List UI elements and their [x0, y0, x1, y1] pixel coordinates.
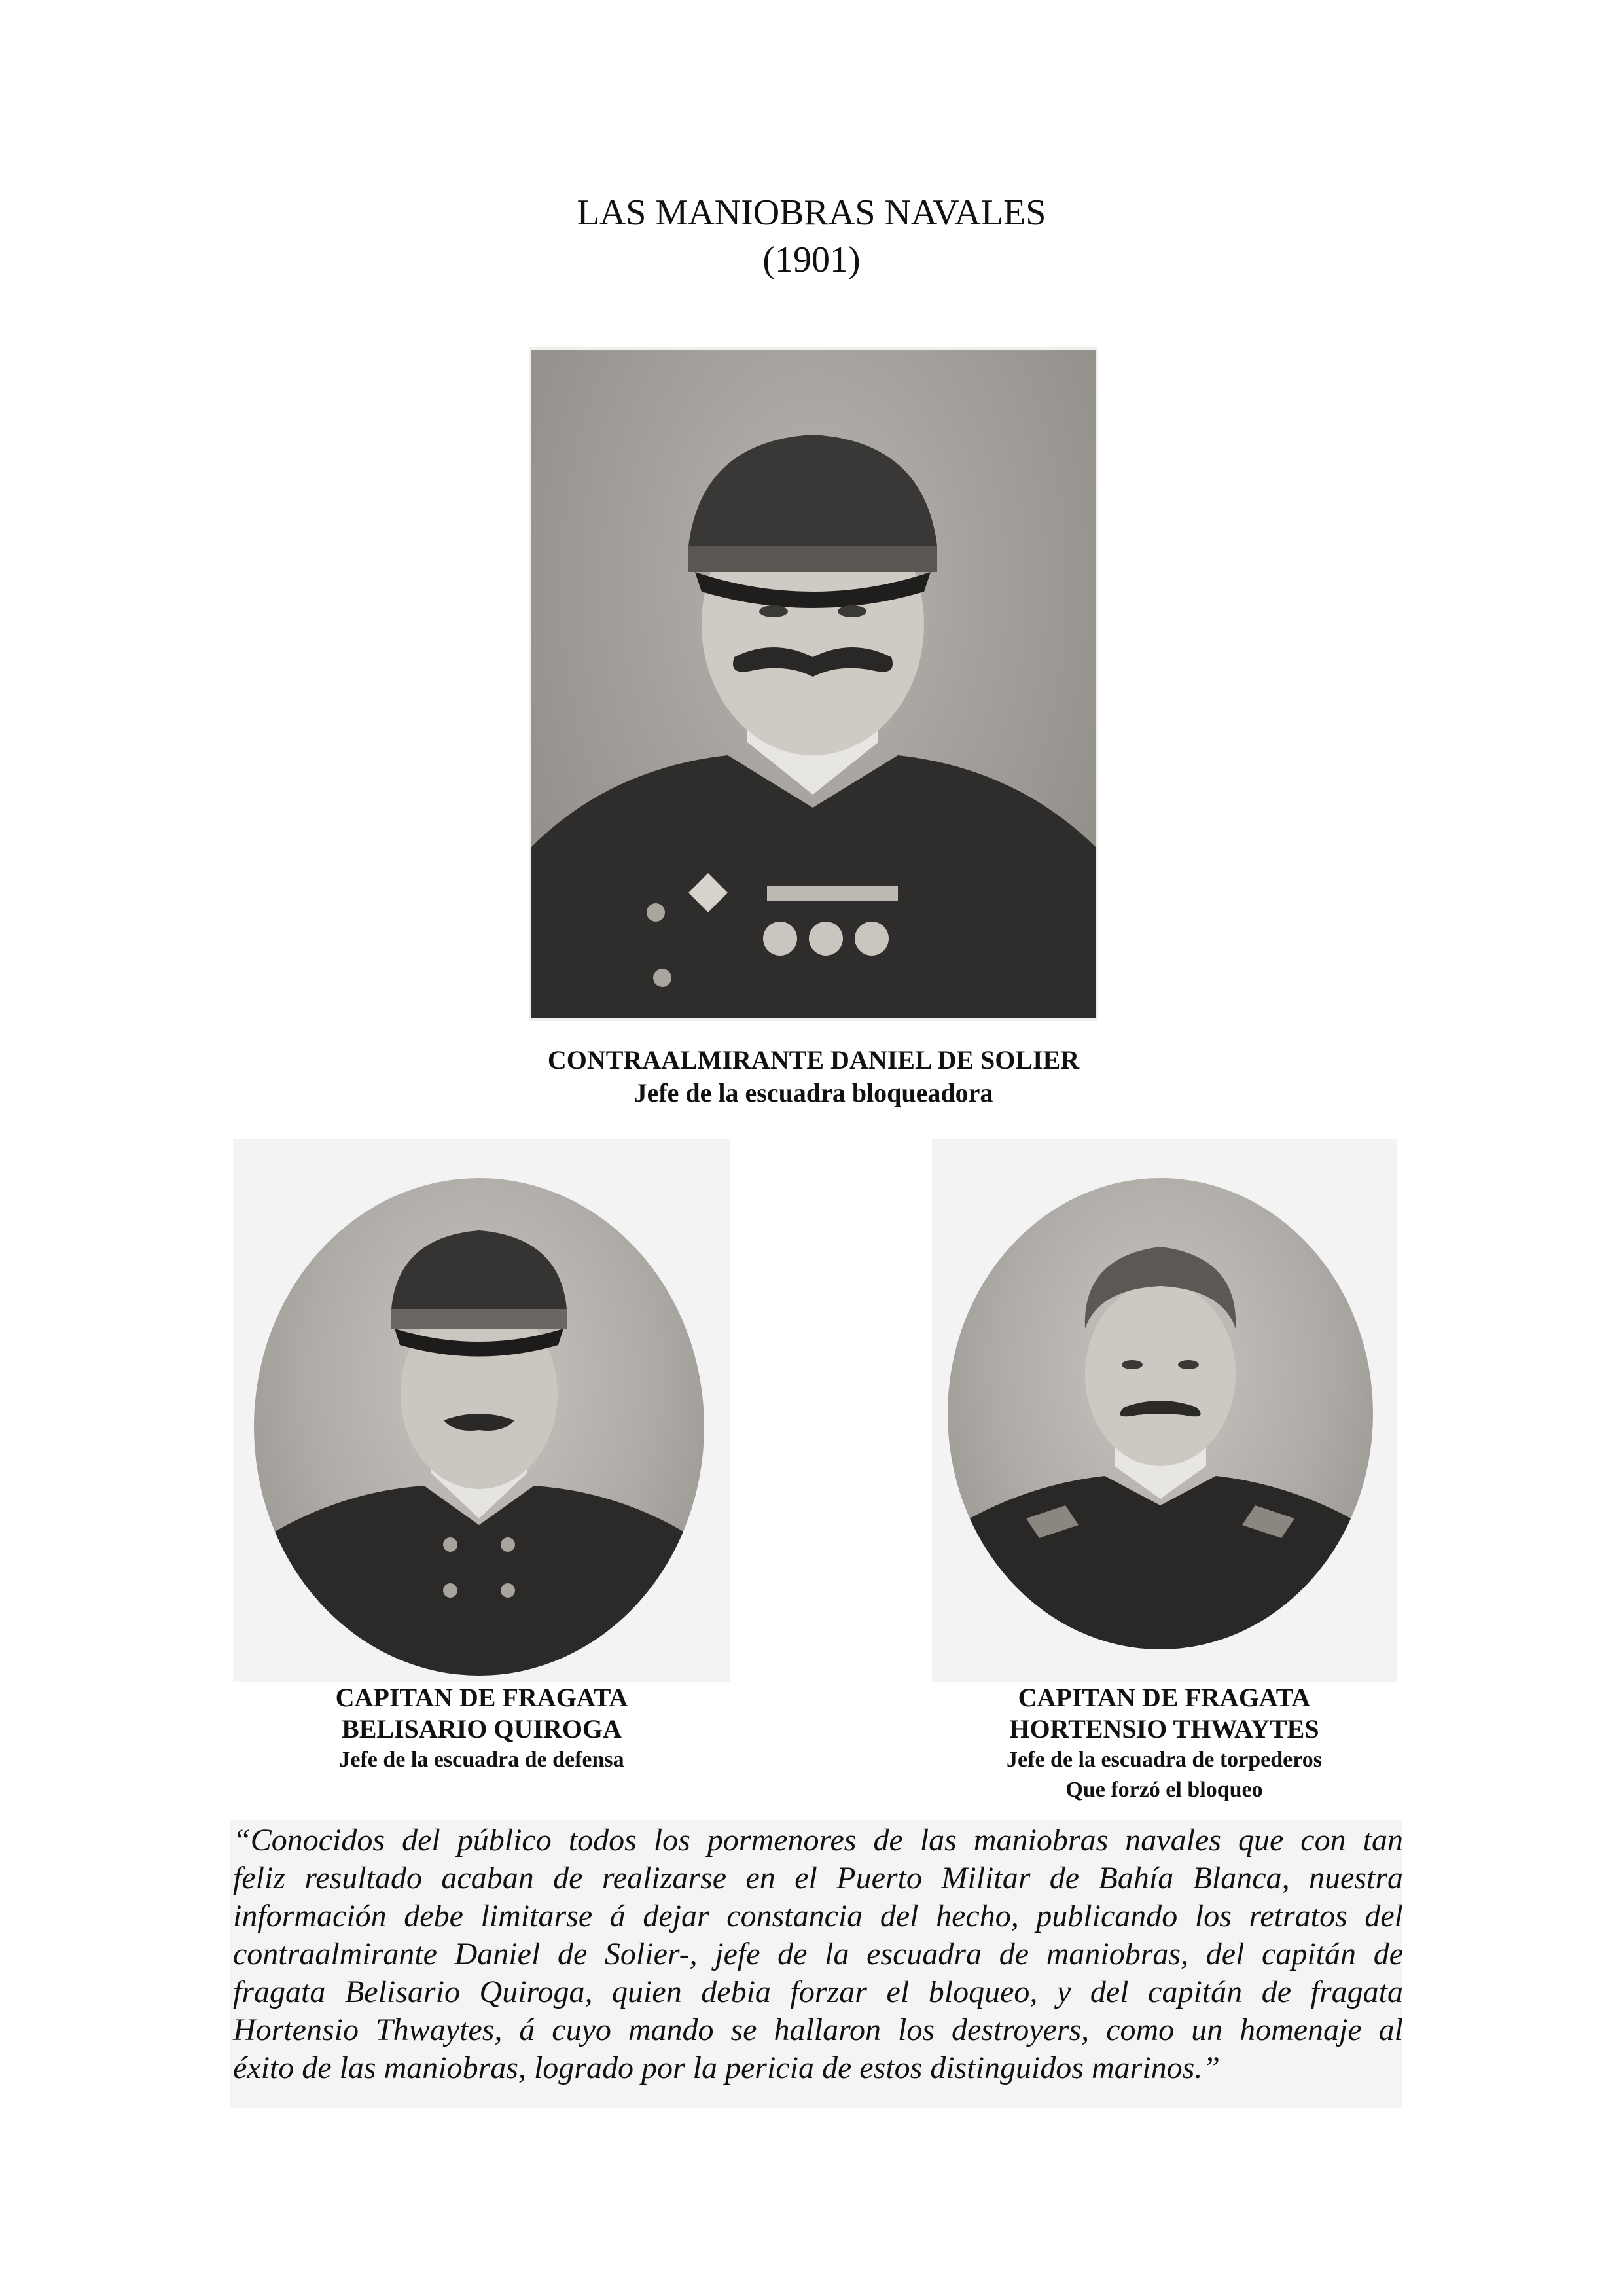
portrait-quiroga-role: Jefe de la escuadra de defensa	[339, 1748, 624, 1772]
portrait-thwaytes-image	[948, 1178, 1373, 1649]
portrait-thwaytes-role: Jefe de la escuadra de torpederos	[1007, 1748, 1322, 1772]
portrait-thwaytes-name: HORTENSIO THWAYTES	[1009, 1714, 1319, 1744]
portrait-solier-name: CONTRAALMIRANTE DANIEL DE SOLIER	[547, 1045, 1080, 1075]
portrait-thwaytes-note: Que forzó el bloqueo	[1065, 1778, 1263, 1802]
page-title: LAS MANIOBRAS NAVALES	[577, 192, 1046, 233]
portrait-photo-solier	[529, 347, 1098, 1021]
portrait-quiroga-image	[254, 1178, 704, 1676]
page-title-year: (1901)	[762, 240, 861, 280]
quote-line: éxito de las maniobras, logrado por la pericia de estos distinguidos marinos.”	[233, 2051, 1221, 2085]
portrait-quiroga-name: BELISARIO QUIROGA	[342, 1714, 622, 1744]
quote-line: información debe limitarse á dejar constancia del hecho, publicando los retratos del	[233, 1899, 1403, 1933]
quote-line: feliz resultado acaban de realizarse en el Puerto Militar de Bahía Blanca, nuestra	[233, 1861, 1403, 1895]
quote-line: contraalmirante Daniel de Solier-, jefe de la escuadra de maniobras, del capitán de	[233, 1937, 1403, 1971]
quote-line: fragata Belisario Quiroga, quien debia forzar el bloqueo, y del capitán de fragata	[233, 1975, 1403, 2009]
portrait-thwaytes-rank: CAPITAN DE FRAGATA	[1018, 1683, 1311, 1712]
portrait-quiroga-rank: CAPITAN DE FRAGATA	[335, 1683, 628, 1712]
quote-line: “Conocidos del público todos los pormenores de las maniobras navales que con tan	[233, 1823, 1403, 1857]
portrait-photo-thwaytes	[948, 1178, 1373, 1649]
quote-line: Hortensio Thwaytes, á cuyo mando se hallaron los destroyers, como un homenaje al	[233, 2013, 1403, 2047]
portrait-solier-role: Jefe de la escuadra bloqueadora	[633, 1078, 993, 1107]
portrait-solier-image	[531, 350, 1096, 1018]
portrait-photo-quiroga	[254, 1178, 704, 1676]
